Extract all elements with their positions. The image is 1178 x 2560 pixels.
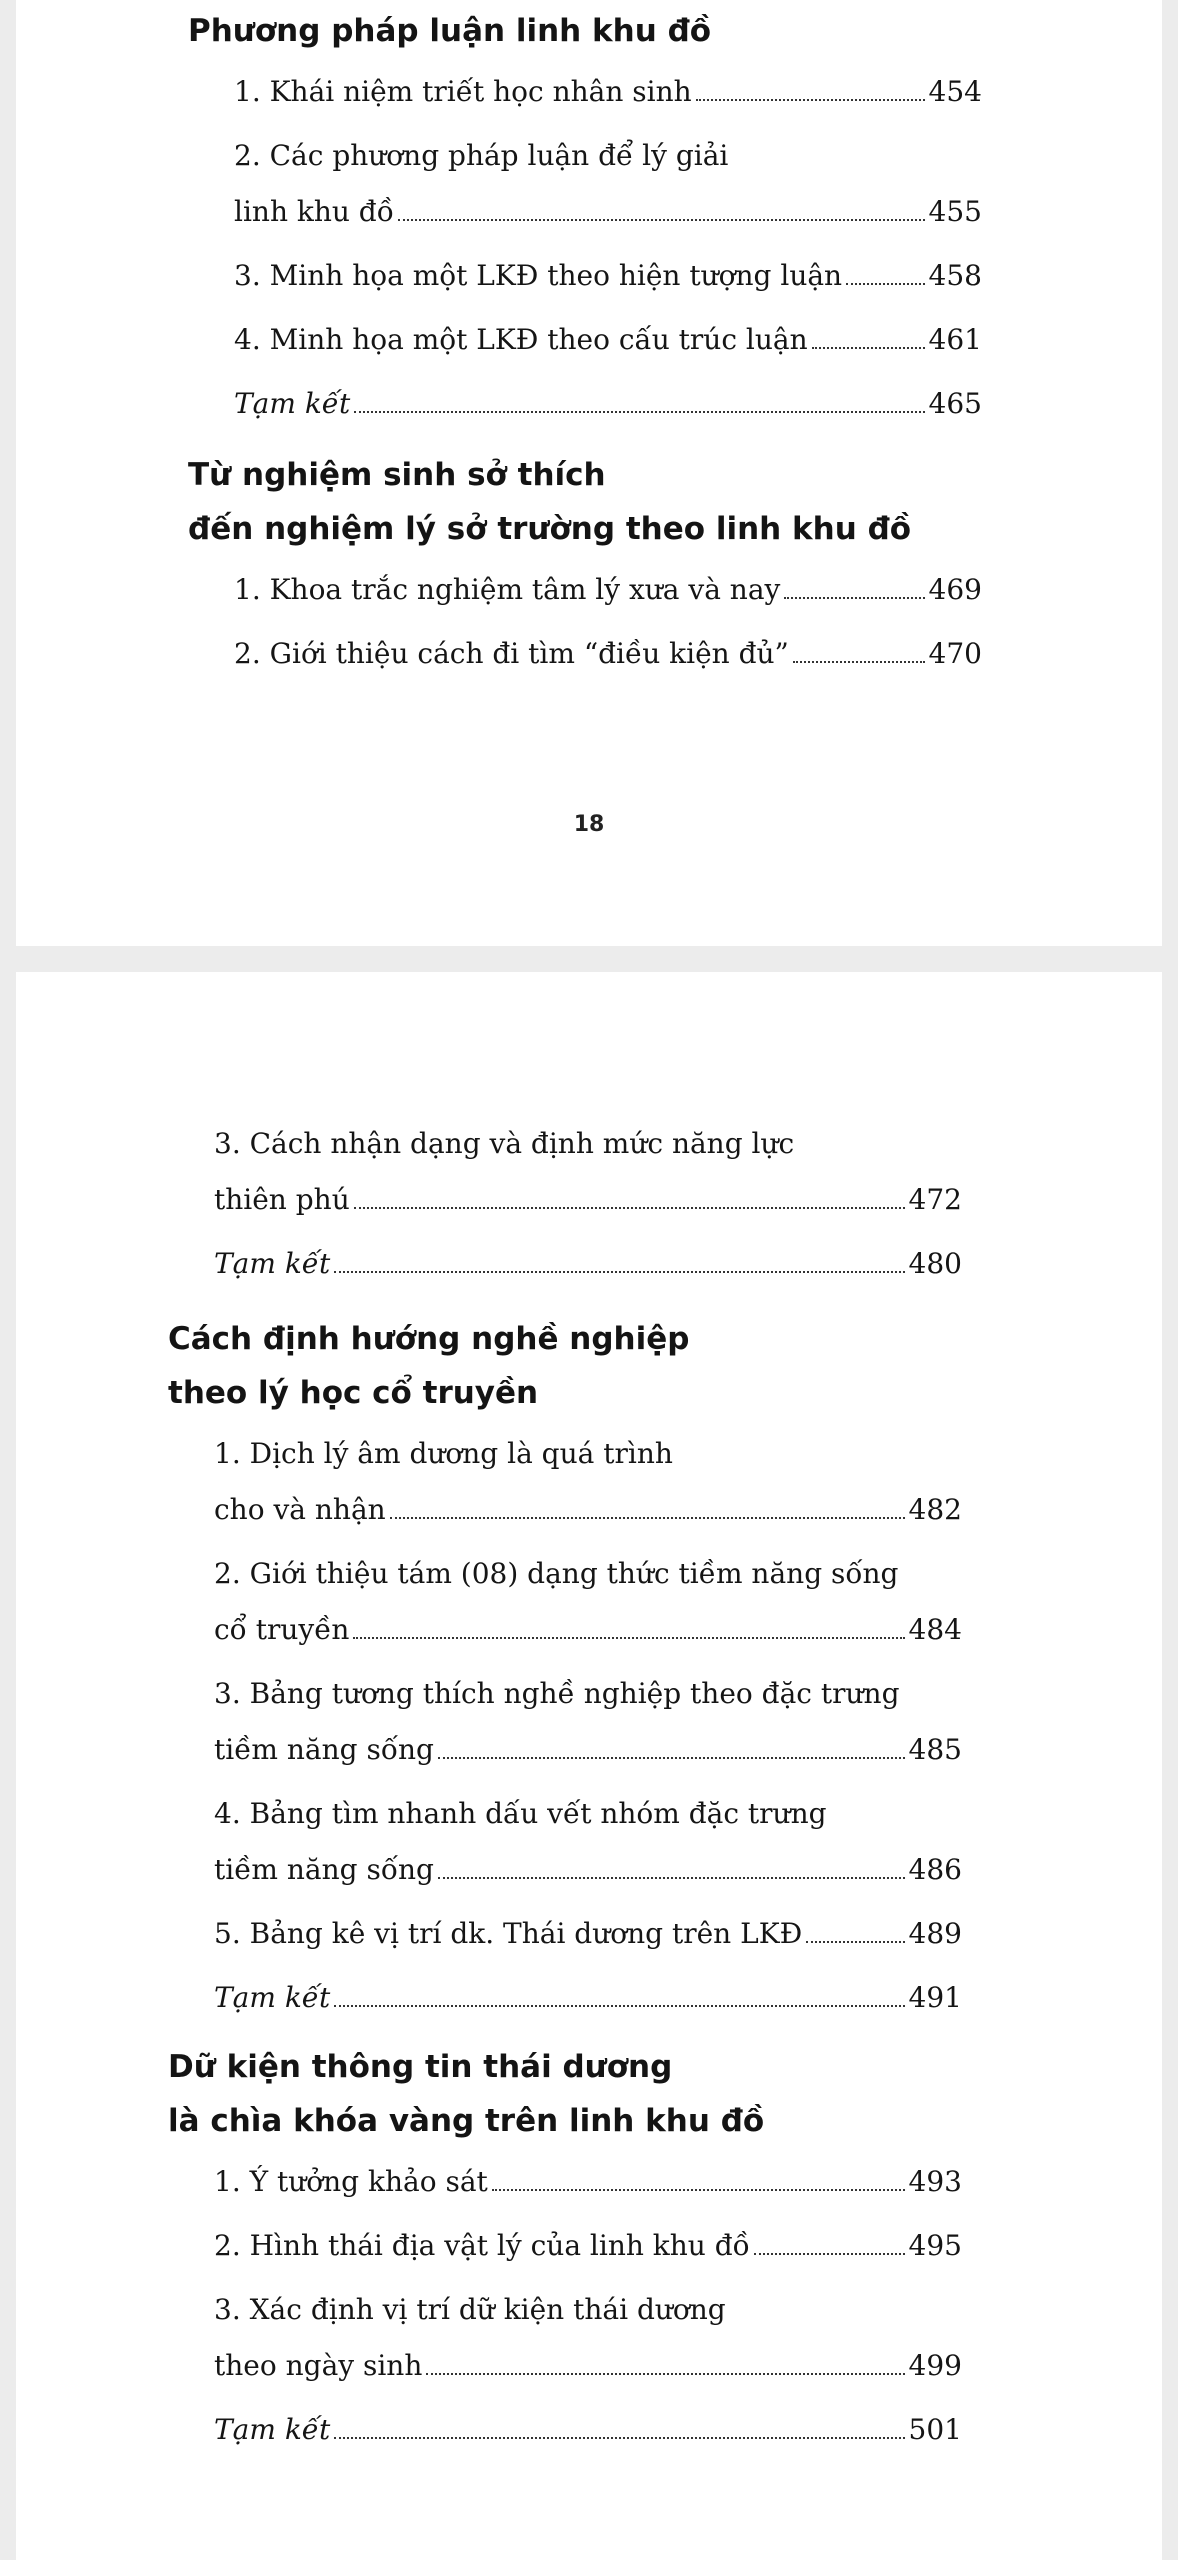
dot-leader [398, 219, 925, 221]
toc-entry[interactable] [234, 384, 982, 424]
toc-page-number: 486 [908, 1853, 962, 1886]
toc-page-number: 472 [908, 1183, 962, 1216]
toc-entry-title: Tạm kết [214, 1981, 331, 2014]
dot-leader [334, 2437, 904, 2439]
toc-entry-title: 1. Ý tưởng khảo sát [214, 2165, 488, 2198]
toc-entry-title: tiềm năng sống [214, 1733, 434, 1766]
toc-entry-title-line: 2. Giới thiệu tám (08) dạng thức tiềm năng sống [214, 1557, 899, 1590]
toc-page-number: 495 [908, 2229, 962, 2262]
toc-section [188, 4, 1088, 448]
dot-leader [812, 347, 925, 349]
toc-section [168, 1312, 1068, 2042]
toc-page-number: 491 [908, 1981, 962, 2014]
toc-entry[interactable] [214, 1434, 962, 1530]
toc-entry[interactable] [214, 2290, 962, 2386]
toc-page-number: 470 [928, 637, 982, 670]
toc-page-number: 458 [928, 259, 982, 292]
dot-leader [353, 1637, 904, 1639]
toc-page-number: 465 [928, 387, 982, 420]
section-heading: là chìa khóa vàng trên linh khu đồ [168, 2103, 765, 2139]
toc-entry-title: Tạm kết [214, 1247, 331, 1280]
toc-page-number: 489 [908, 1917, 962, 1950]
toc-entry[interactable] [214, 1794, 962, 1890]
toc-page-number: 499 [908, 2349, 962, 2382]
toc-entry[interactable] [214, 1674, 962, 1770]
dot-leader [846, 283, 924, 285]
toc-entry-title: theo ngày sinh [214, 2349, 423, 2382]
toc-section [188, 448, 1088, 698]
toc-entry-title: 1. Khoa trắc nghiệm tâm lý xưa và nay [234, 573, 781, 606]
toc-entry[interactable] [214, 1244, 962, 1284]
toc-entry[interactable] [234, 136, 982, 232]
dot-leader [754, 2253, 905, 2255]
toc-entry-title-line: 3. Cách nhận dạng và định mức năng lực [214, 1127, 795, 1160]
toc-page-number: 501 [908, 2413, 962, 2446]
toc-entry[interactable] [214, 1914, 962, 1954]
book-page-18 [16, 0, 1162, 946]
section-heading: Từ nghiệm sinh sở thích [188, 457, 606, 493]
dot-leader [793, 661, 925, 663]
dot-leader [334, 1271, 904, 1273]
dot-leader [354, 1207, 905, 1209]
toc-page-number: 484 [908, 1613, 962, 1646]
dot-leader [438, 1757, 905, 1759]
toc-page-number: 469 [928, 573, 982, 606]
dot-leader [354, 411, 924, 413]
dot-leader [696, 99, 925, 101]
toc-entry[interactable] [214, 2162, 962, 2202]
toc-entry[interactable] [214, 1124, 962, 1220]
toc-entry[interactable] [214, 1554, 962, 1650]
toc-entry[interactable] [214, 2226, 962, 2266]
toc-section [168, 2040, 1068, 2474]
toc-entry-title: cổ truyền [214, 1613, 350, 1646]
toc-entry-title-line: 1. Dịch lý âm dương là quá trình [214, 1437, 673, 1470]
dot-leader [334, 2005, 904, 2007]
dot-leader [438, 1877, 905, 1879]
toc-section [168, 1124, 1068, 1308]
toc-entry-title-line: 4. Bảng tìm nhanh dấu vết nhóm đặc trưng [214, 1797, 827, 1830]
page-number: 18 [573, 812, 605, 837]
toc-entry-title: 4. Minh họa một LKĐ theo cấu trúc luận [234, 323, 808, 356]
toc-page-number: 454 [928, 75, 982, 108]
toc-entry-title: 3. Minh họa một LKĐ theo hiện tượng luận [234, 259, 843, 292]
toc-entry[interactable] [234, 72, 982, 112]
toc-page-number: 485 [908, 1733, 962, 1766]
toc-entry-title: thiên phú [214, 1183, 350, 1216]
dot-leader [492, 2189, 905, 2191]
toc-entry[interactable] [234, 256, 982, 296]
toc-entry-title: Tạm kết [234, 387, 351, 420]
toc-entry[interactable] [234, 570, 982, 610]
toc-entry-title-line: 2. Các phương pháp luận để lý giải [234, 139, 729, 172]
book-page-19 [16, 972, 1162, 2560]
toc-page-number: 480 [908, 1247, 962, 1280]
section-heading: theo lý học cổ truyền [168, 1375, 539, 1411]
toc-entry-title-line: 3. Xác định vị trí dữ kiện thái dương [214, 2293, 726, 2326]
toc-entry[interactable] [214, 1978, 962, 2018]
dot-leader [806, 1941, 904, 1943]
toc-entry-title-line: 3. Bảng tương thích nghề nghiệp theo đặc trưng [214, 1677, 900, 1710]
dot-leader [784, 597, 924, 599]
dot-leader [426, 2373, 904, 2375]
toc-entry-title: 5. Bảng kê vị trí dk. Thái dương trên LKĐ [214, 1917, 803, 1950]
dot-leader [390, 1517, 905, 1519]
toc-entry-title: 2. Giới thiệu cách đi tìm “điều kiện đủ” [234, 637, 789, 670]
section-heading: đến nghiệm lý sở trường theo linh khu đồ [188, 511, 912, 547]
toc-page-number: 461 [928, 323, 982, 356]
toc-entry-title: 1. Khái niệm triết học nhân sinh [234, 75, 692, 108]
toc-entry-title: cho và nhận [214, 1493, 386, 1526]
toc-page-number: 482 [908, 1493, 962, 1526]
toc-entry-title: 2. Hình thái địa vật lý của linh khu đồ [214, 2229, 750, 2262]
toc-entry[interactable] [214, 2410, 962, 2450]
section-heading: Cách định hướng nghề nghiệp [168, 1321, 690, 1357]
section-heading: Phương pháp luận linh khu đồ [188, 13, 712, 49]
toc-entry-title: tiềm năng sống [214, 1853, 434, 1886]
toc-entry[interactable] [234, 320, 982, 360]
toc-entry-title: linh khu đồ [234, 195, 394, 228]
section-heading: Dữ kiện thông tin thái dương [168, 2049, 673, 2085]
toc-page-number: 493 [908, 2165, 962, 2198]
toc-entry[interactable] [234, 634, 982, 674]
toc-entry-title: Tạm kết [214, 2413, 331, 2446]
toc-page-number: 455 [928, 195, 982, 228]
